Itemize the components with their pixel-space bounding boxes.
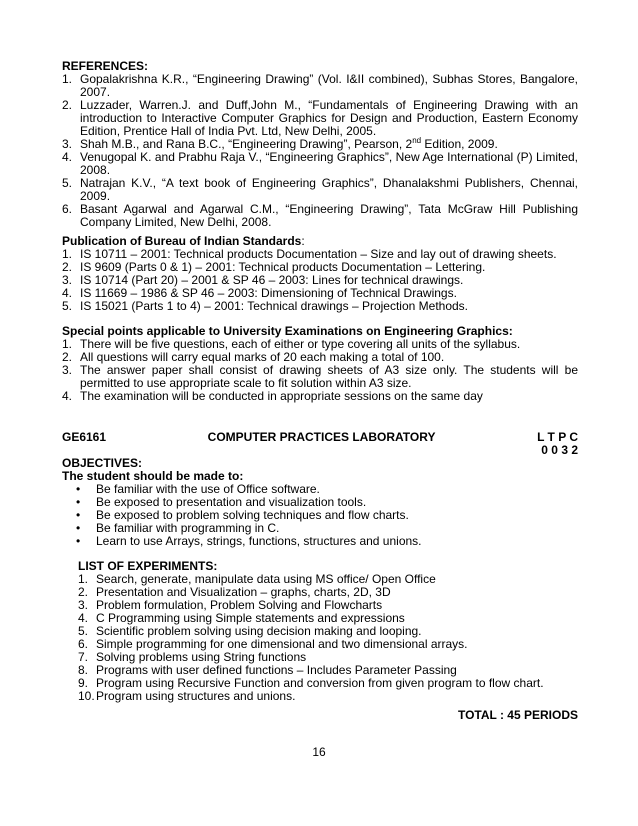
special-point-number: 4.: [62, 389, 73, 403]
experiment-text: Program using structures and unions.: [96, 689, 296, 703]
experiment-text: C Programming using Simple statements and expressions: [96, 611, 405, 625]
standard-item: [62, 300, 578, 313]
experiment-number: 6.: [78, 637, 89, 651]
reference-item: [62, 177, 578, 203]
experiment-number: 8.: [78, 663, 89, 677]
course-header: [62, 431, 578, 457]
objective-text: Be familiar with the use of Office software.: [96, 482, 320, 496]
special-points-heading: Special points applicable to University Examinations on Engineering Graphics:: [62, 324, 513, 338]
standard-text: IS 11669 – 1986 & SP 46 – 2003: Dimensioning of Technical Drawings.: [80, 286, 457, 300]
standards-list: [62, 248, 578, 313]
experiment-text: Solving problems using String functions: [96, 650, 307, 664]
standard-number: 3.: [62, 273, 73, 287]
experiments-section: [78, 560, 578, 703]
objectives-heading: OBJECTIVES:: [62, 456, 143, 470]
references-heading: REFERENCES:: [62, 59, 149, 73]
experiment-text: Search, generate, manipulate data using MS office/ Open Office: [96, 572, 436, 586]
special-point-text: There will be five questions, each of either or type covering all units of the syllabus.: [80, 337, 521, 351]
objectives-list: [62, 483, 578, 548]
experiment-number: 5.: [78, 624, 89, 638]
experiment-number: 4.: [78, 611, 89, 625]
bullet-icon: •: [76, 482, 81, 496]
standard-number: 1.: [62, 247, 73, 261]
ltpc-labels: L T P C: [537, 430, 578, 444]
reference-number: 6.: [62, 202, 73, 216]
course-title: COMPUTER PRACTICES LABORATORY: [207, 430, 436, 444]
special-point-text: The answer paper shall consist of drawing sheets of A3 size only. The students will be permitted to use appropriate scale to fit solution within A3 size.: [80, 363, 578, 390]
reference-item: [62, 203, 578, 229]
objectives-subheading: The student should be made to:: [62, 469, 244, 483]
reference-text: Natrajan K.V., “A text book of Engineering Graphics”, Dhanalakshmi Publishers, Chennai, 2009.: [80, 176, 578, 203]
objective-text: Learn to use Arrays, strings, functions, structures and unions.: [96, 534, 422, 548]
experiment-text: Simple programming for one dimensional and two dimensional arrays.: [96, 637, 468, 651]
document-page: [62, 60, 578, 722]
experiment-number: 10.: [78, 689, 95, 703]
special-point-text: All questions will carry equal marks of 20 each making a total of 100.: [80, 350, 445, 364]
bullet-icon: •: [76, 495, 81, 509]
special-points-list: [62, 338, 578, 403]
standard-text: IS 15021 (Parts 1 to 4) – 2001: Technical drawings – Projection Methods.: [80, 299, 469, 313]
experiment-number: 3.: [78, 598, 89, 612]
bullet-icon: •: [76, 508, 81, 522]
reference-text-part: Edition, 2009.: [421, 137, 498, 151]
experiment-text: Presentation and Visualization – graphs, charts, 2D, 3D: [96, 585, 391, 599]
experiments-heading: LIST OF EXPERIMENTS:: [78, 559, 218, 573]
experiment-text: Program using Recursive Function and conversion from given program to flow chart.: [96, 676, 544, 690]
standard-text: IS 9609 (Parts 0 & 1) – 2001: Technical products Documentation – Lettering.: [80, 260, 486, 274]
reference-text: Basant Agarwal and Agarwal C.M., “Engineering Drawing”, Tata McGraw Hill Publishing Company Limited, New Delhi, 2008.: [80, 202, 578, 229]
credit-structure: [537, 431, 578, 457]
reference-text: Venugopal K. and Prabhu Raja V., “Engineering Graphics”, New Age International (P) Limited, 2008.: [80, 150, 578, 177]
reference-number: 1.: [62, 72, 73, 86]
experiment-number: 7.: [78, 650, 89, 664]
reference-item: [62, 73, 578, 99]
references-list: [62, 73, 578, 229]
reference-item: [62, 151, 578, 177]
standard-number: 2.: [62, 260, 73, 274]
special-point-number: 3.: [62, 363, 73, 377]
reference-number: 5.: [62, 176, 73, 190]
objective-text: Be exposed to problem solving techniques and flow charts.: [96, 508, 409, 522]
special-point-number: 2.: [62, 350, 73, 364]
bullet-icon: •: [76, 534, 81, 548]
total-periods: TOTAL : 45 PERIODS: [457, 708, 578, 722]
reference-text: Gopalakrishna K.R., “Engineering Drawing” (Vol. I&II combined), Subhas Stores, Bangalore, 2007.: [80, 72, 578, 99]
special-point-item: [62, 364, 578, 390]
objective-text: Be familiar with programming in C.: [96, 521, 280, 535]
special-point-text: The examination will be conducted in appropriate sessions on the same day: [80, 389, 483, 403]
reference-item: [62, 99, 578, 138]
reference-superscript: nd: [412, 136, 422, 145]
experiment-number: 2.: [78, 585, 89, 599]
special-point-number: 1.: [62, 337, 73, 351]
standards-heading-text: Publication of Bureau of Indian Standards: [62, 234, 302, 248]
standard-text: IS 10714 (Part 20) – 2001 & SP 46 – 2003: Lines for technical drawings.: [80, 273, 464, 287]
reference-text-part: Shah M.B., and Rana B.C., “Engineering Drawing”, Pearson, 2: [80, 137, 413, 151]
page-number: 16: [312, 745, 326, 759]
reference-number: 2.: [62, 98, 73, 112]
experiments-list: [78, 573, 578, 703]
standard-text: IS 10711 – 2001: Technical products Documentation – Size and lay out of drawing sheets.: [80, 247, 557, 261]
special-point-item: [62, 390, 578, 403]
experiment-number: 1.: [78, 572, 89, 586]
course-code: GE6161: [62, 430, 107, 444]
experiment-number: 9.: [78, 676, 89, 690]
standard-number: 5.: [62, 299, 73, 313]
reference-text: Luzzader, Warren.J. and Duff,John M., “Fundamentals of Engineering Drawing with an introduction to Interactive Computer Graphics for Design and Production, Eastern Economy Edition, Prentice Hall of India Pvt. Ltd, New Delhi, 2005.: [80, 98, 578, 138]
ltpc-values: 0 0 3 2: [541, 443, 578, 457]
experiment-text: Scientific problem solving using decision making and looping.: [96, 624, 422, 638]
experiment-text: Programs with user defined functions – Includes Parameter Passing: [96, 663, 457, 677]
reference-number: 3.: [62, 137, 73, 151]
standard-number: 4.: [62, 286, 73, 300]
experiment-item: [78, 690, 578, 703]
reference-number: 4.: [62, 150, 73, 164]
objective-item: [76, 535, 578, 548]
bullet-icon: •: [76, 521, 81, 535]
standards-heading-colon: :: [301, 234, 305, 248]
experiment-text: Problem formulation, Problem Solving and Flowcharts: [96, 598, 383, 612]
objective-text: Be exposed to presentation and visualization tools.: [96, 495, 367, 509]
